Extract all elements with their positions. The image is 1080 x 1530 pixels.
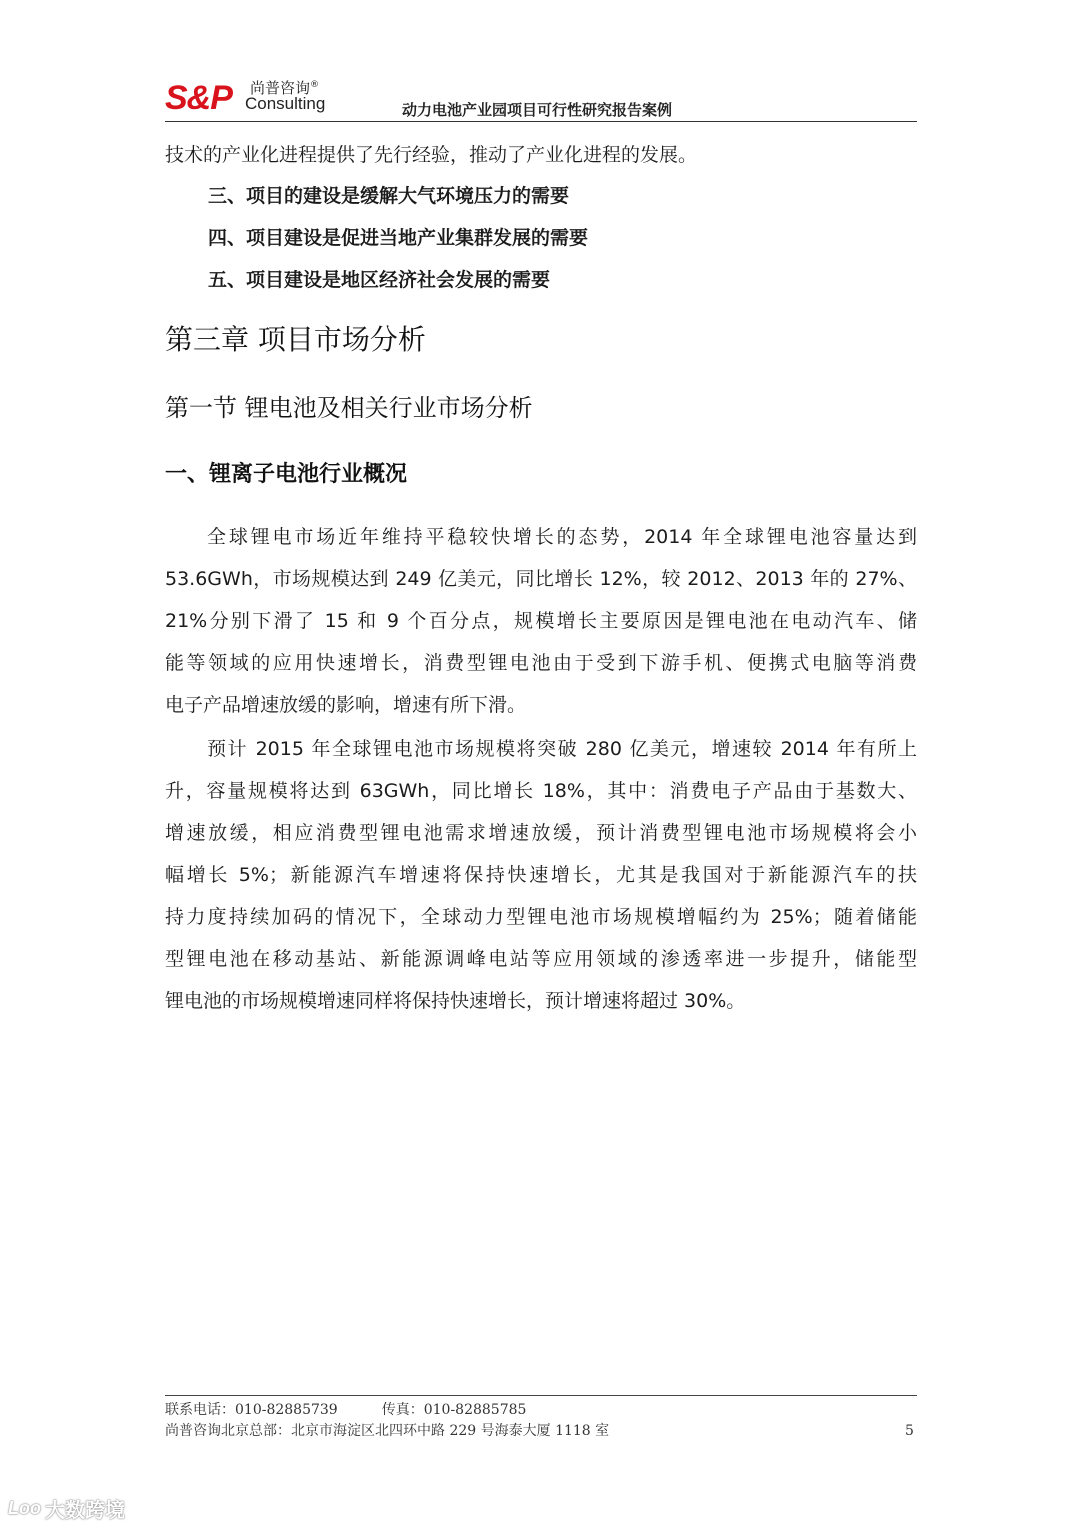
watermark [8,1494,125,1520]
company-logo-chinese: 尚普咨询® [250,79,320,97]
company-logo-mark: S&P [165,79,232,117]
registered-mark: ® [310,80,320,90]
watermark-logo-icon: Loo [8,1498,41,1518]
footer-contact [165,1400,526,1420]
text-line: 电子产品增速放缓的影响，增速有所下滑。 [165,694,527,716]
page-number: 5 [905,1423,914,1439]
chapter-title: 第三章 项目市场分析 [165,323,426,356]
paragraph-market-overview [165,516,917,726]
text-line: 增速放缓，相应消费型锂电池需求增速放缓，预计消费型锂电池市场规模将会小 [165,822,917,844]
text-line: 全球锂电市场近年维持平稳较快增长的态势，2014 年全球锂电池容量达到 [207,526,917,548]
text-line: 预计 2015 年全球锂电池市场规模将突破 280 亿美元，增速较 2014 年有所上 [207,738,917,760]
text-line: 53.6GWh，市场规模达到 249 亿美元，同比增长 12%，较 2012、2013 年的 27%、 [165,568,917,590]
text-line: 持力度持续加码的情况下，全球动力型锂电池市场规模增幅约为 25%；随着储能 [165,906,917,928]
reason-heading-5: 五、项目建设是地区经济社会发展的需要 [208,269,551,291]
paragraph-market-forecast [165,728,917,1022]
reason-heading-4: 四、项目建设是促进当地产业集群发展的需要 [208,227,589,249]
header-divider [165,121,917,122]
text-line: 21%分别下滑了 15 和 9 个百分点，规模增长主要原因是锂电池在电动汽车、储 [165,610,917,632]
reason-heading-3: 三、项目的建设是缓解大气环境压力的需要 [208,185,570,207]
text-line: 幅增长 5%；新能源汽车增速将保持快速增长，尤其是我国对于新能源汽车的扶 [165,864,917,886]
company-logo-english: Consulting [245,94,326,113]
continued-paragraph [165,134,917,176]
footer-address: 尚普咨询北京总部：北京市海淀区北四环中路 229 号海泰大厦 1118 室 [165,1423,610,1439]
section-title: 第一节 锂电池及相关行业市场分析 [165,394,533,422]
text-line: 技术的产业化进程提供了先行经验，推动了产业化进程的发展。 [165,144,698,166]
footer-divider [165,1395,917,1396]
footer-phone: 联系电话：010-82885739 [165,1402,338,1418]
text-line: 能等领域的应用快速增长，消费型锂电池由于受到下游手机、便携式电脑等消费 [165,652,917,674]
watermark-text: 大数跨境 [45,1498,125,1522]
text-line: 型锂电池在移动基站、新能源调峰电站等应用领域的渗透率进一步提升，储能型 [165,948,917,970]
text-line: 锂电池的市场规模增速同样将保持快速增长，预计增速将超过 30%。 [165,990,746,1012]
header-title: 动力电池产业园项目可行性研究报告案例 [401,101,672,119]
subsection-title: 一、锂离子电池行业概况 [165,462,408,487]
page-header [165,72,917,124]
text-line: 升，容量规模将达到 63GWh，同比增长 18%，其中：消费电子产品由于基数大、 [165,780,917,802]
footer-fax: 传真：010-82885785 [381,1402,527,1418]
